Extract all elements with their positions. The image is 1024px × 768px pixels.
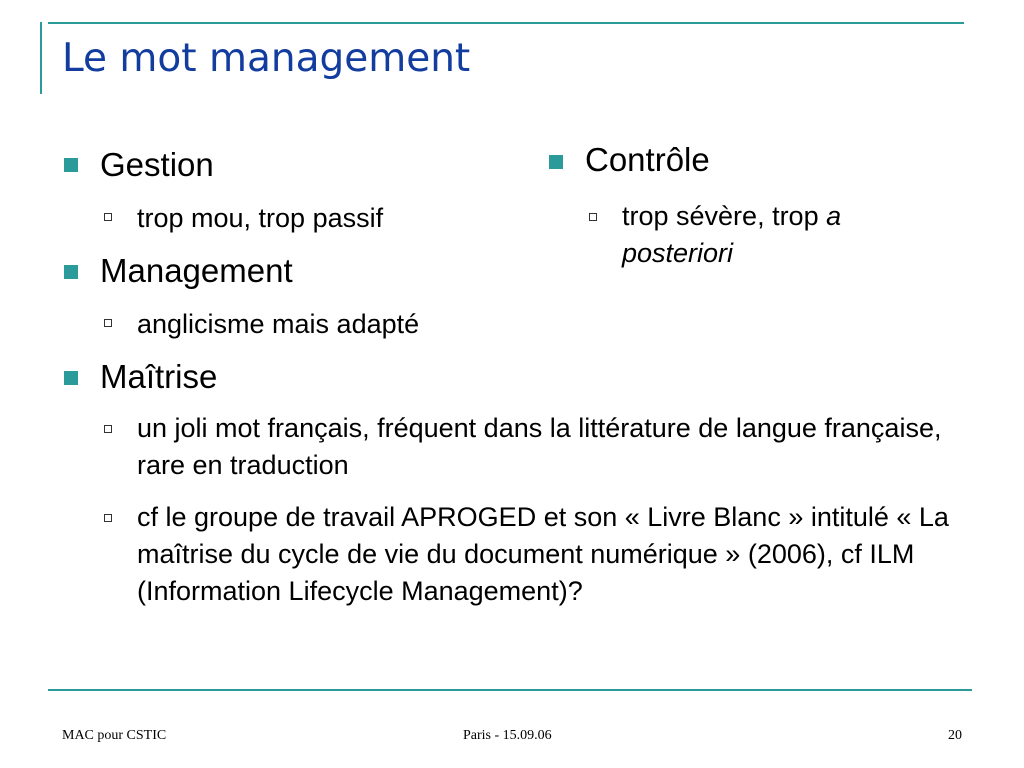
hollow-square-bullet-icon — [104, 213, 112, 221]
sub-bullet-text: anglicisme mais adapté — [137, 309, 420, 339]
bullet-label: Gestion — [100, 146, 214, 183]
bottom-rule — [48, 689, 972, 691]
hollow-square-bullet-icon — [104, 425, 112, 433]
sub-bullet-text: cf le groupe de travail APROGED et son « Livre Blanc » intitulé « La maîtrise du cycle de vie du document numérique » (2006), cf ILM (Information Lifecycle Management)? — [137, 502, 949, 606]
teal-square-bullet-icon — [64, 265, 78, 279]
sub-bullet-plain-text: trop sévère, trop — [622, 201, 827, 231]
teal-square-bullet-icon — [549, 155, 563, 169]
bullet-label: Contrôle — [585, 141, 710, 178]
slide-title: Le mot management — [62, 36, 471, 81]
bullet-label: Management — [100, 252, 293, 289]
top-rule — [48, 22, 964, 24]
hollow-square-bullet-icon — [589, 213, 597, 221]
sub-bullet-text: un joli mot français, fréquent dans la littérature de langue française, rare en traduction — [137, 413, 942, 480]
teal-square-bullet-icon — [64, 158, 78, 172]
footer-center-text: Paris - 15.09.06 — [463, 728, 552, 743]
sub-bullet-italic-text: a posteriori — [622, 201, 842, 268]
page-number: 20 — [948, 728, 962, 743]
footer-left-text: MAC pour CSTIC — [62, 728, 167, 743]
sub-bullet-text — [622, 198, 942, 272]
hollow-square-bullet-icon — [104, 319, 112, 327]
bullet-label: Maîtrise — [100, 358, 218, 395]
left-rule — [40, 22, 42, 94]
hollow-square-bullet-icon — [104, 514, 112, 522]
teal-square-bullet-icon — [64, 371, 78, 385]
sub-bullet-text: trop mou, trop passif — [137, 203, 384, 233]
